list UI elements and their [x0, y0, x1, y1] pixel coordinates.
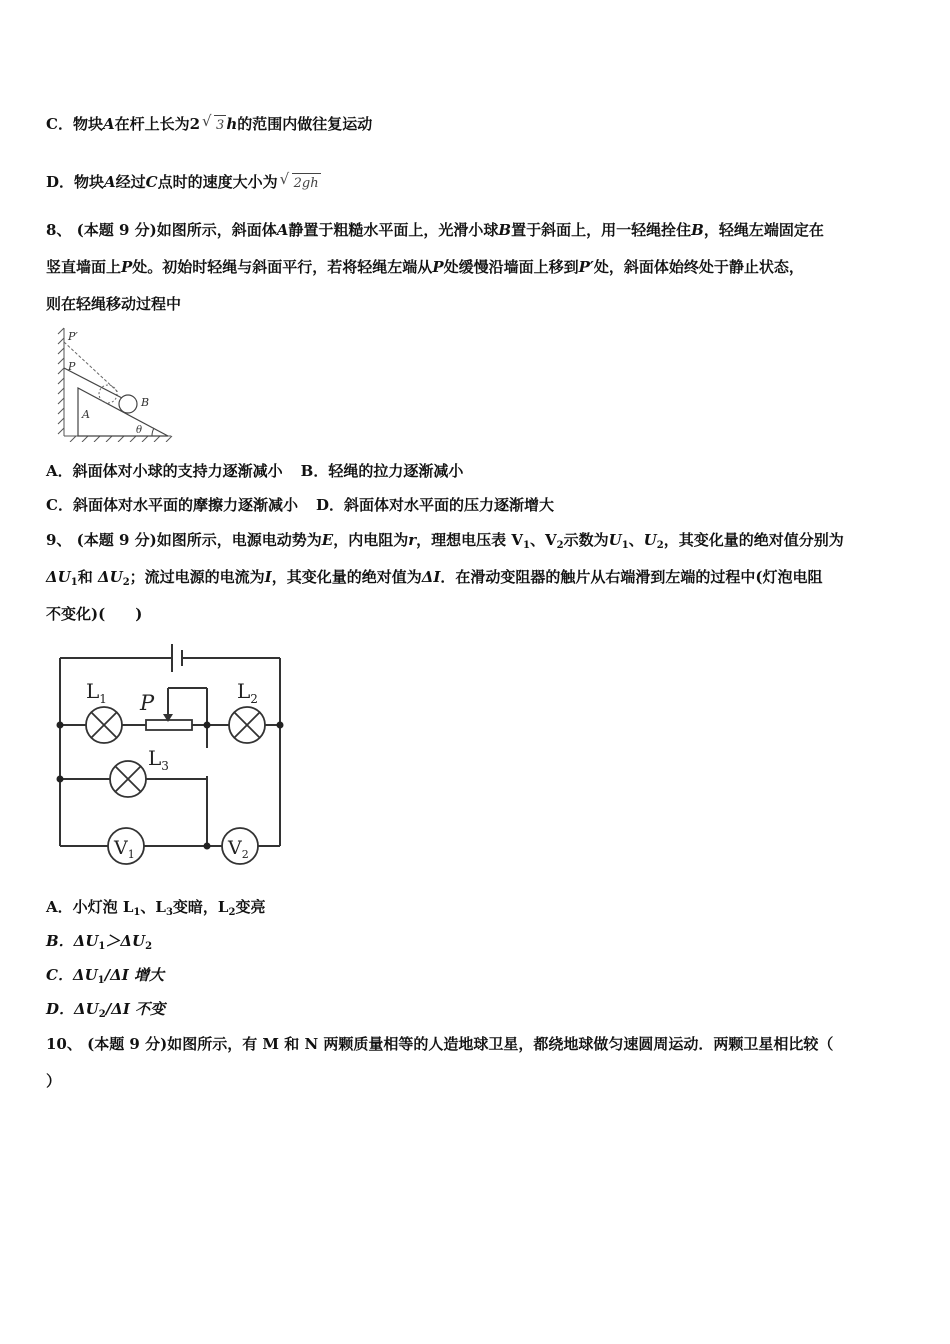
label-theta: θ — [136, 425, 143, 436]
label-p: P — [68, 360, 76, 373]
q8-option-c[interactable]: C．斜面体对水平面的摩擦力逐渐减小 — [46, 496, 298, 514]
q9-stem-line2: $\Delta U_1$和 $\Delta U_2$；流过电源的电流为I，其变化量的绝对值为ΔI．在滑动变阻器的触片从右端滑到左端的过程中(灯泡电阻 — [46, 568, 823, 588]
label-a: A — [82, 408, 90, 421]
q10-stem-line1: 10、 (本题 9 分)如图所示，有 M 和 N 两颗质量相等的人造地球卫星，都绕地球做匀速圆周运动．两颗卫星相比较（ — [46, 1035, 834, 1053]
q7-option-d: D．物块A经过C点时的速度大小为√ 2gh — [46, 172, 321, 194]
label-b: B — [141, 396, 150, 409]
q8-option-a[interactable]: A．斜面体对小球的支持力逐渐减小 — [46, 462, 283, 480]
q8-incline-figure — [56, 326, 176, 442]
sqrt-2gh: √ 2gh — [280, 173, 321, 194]
sqrt-3: √ 3 — [202, 115, 226, 136]
q9-option-c[interactable]: C．$\Delta U_1/\Delta I$ 增大 — [46, 966, 164, 986]
q8-stem-line3: 则在轻绳移动过程中 — [46, 295, 182, 313]
svg-text:V1: $V_1$ — [114, 837, 135, 861]
q9-option-d[interactable]: D．$\Delta U_2/\Delta I$ 不变 — [46, 1000, 166, 1020]
q8-stem-line1: 8、 (本题 9 分)如图所示，斜面体A静置于粗糙水平面上，光滑小球B置于斜面上，用一轻绳拴住B，轻绳左端固定在 — [46, 221, 824, 239]
q8-option-b[interactable]: B．轻绳的拉力逐渐减小 — [300, 462, 464, 480]
q8-stem-line2: 竖直墙面上P处。初始时轻绳与斜面平行，若将轻绳左端从P处缓慢沿墙面上移到P′处，斜面体始终处于静止状态， — [46, 258, 804, 276]
svg-text:L1: $L_1$ — [86, 679, 107, 706]
q8-option-d[interactable]: D．斜面体对水平面的压力逐渐增大 — [315, 496, 554, 514]
svg-text:V2: $V_2$ — [228, 837, 249, 861]
label-p-prime: P′ — [68, 330, 78, 343]
q10-stem-line2: ） — [46, 1072, 62, 1090]
q8-options-row1 — [46, 461, 463, 481]
q7-option-c: C．物块A在杆上长为2√ 3 h的范围内做往复运动 — [46, 114, 372, 136]
svg-text:L2: $L_2$ — [237, 679, 258, 706]
q9-option-b[interactable]: B．$\Delta U_1>\Delta U_2$ — [46, 932, 153, 952]
q9-circuit-figure — [50, 638, 290, 866]
q8-options-row2 — [46, 495, 554, 515]
svg-text:P: P — [140, 691, 155, 715]
q9-stem-line1: 9、 (本题 9 分)如图所示，电源电动势为E，内电阻为r，理想电压表 $V_1$、$V_2$示数为$U_1$、$U_2$，其变化量的绝对值分别为 — [46, 531, 844, 551]
q9-stem-line3: 不变化)( ) — [46, 605, 143, 623]
q9-option-a[interactable]: A．小灯泡 $L_1$、$L_3$变暗，$L_2$变亮 — [46, 898, 266, 918]
svg-text:L3: $L_3$ — [148, 746, 169, 773]
